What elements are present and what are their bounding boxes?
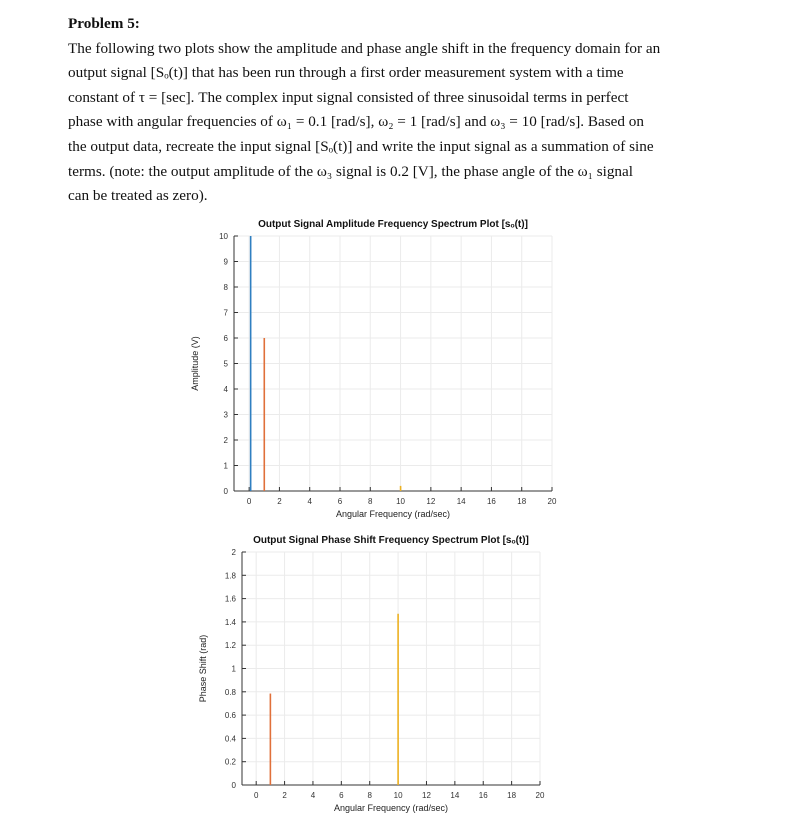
y-tick-label: 1	[223, 461, 228, 471]
y-tick-label: 2	[231, 548, 236, 557]
x-tick-label: 2	[277, 497, 282, 506]
x-tick-label: 20	[547, 497, 557, 506]
x-axis-label: Angular Frequency (rad/sec)	[333, 803, 449, 813]
y-tick-label: 0.2	[224, 757, 236, 767]
x-tick-label: 18	[517, 497, 527, 506]
x-tick-label: 16	[486, 497, 496, 506]
x-tick-label: 12	[426, 497, 436, 506]
x-tick-label: 16	[478, 791, 488, 800]
y-tick-label: 6	[223, 334, 228, 343]
x-tick-label: 18	[507, 791, 517, 800]
y-tick-label: 1.8	[224, 571, 236, 581]
y-tick-label: 4	[223, 385, 228, 394]
y-tick-label: 1.6	[224, 594, 236, 604]
y-tick-label: 0.8	[224, 687, 236, 697]
x-tick-label: 8	[368, 497, 373, 506]
problem-line-7: can be treated as zero).	[68, 187, 208, 205]
y-axis-label: Phase Shift (rad)	[198, 634, 208, 703]
y-tick-label: 1.2	[224, 641, 236, 651]
y-tick-label: 3	[223, 410, 228, 420]
x-tick-label: 4	[310, 791, 316, 800]
chart-title: Output Signal Amplitude Frequency Spectrum Plot [sₒ(t)]	[258, 219, 528, 230]
y-tick-label: 0.4	[224, 734, 236, 744]
y-tick-label: 10	[219, 232, 228, 241]
y-tick-label: 1.4	[224, 617, 236, 627]
x-tick-label: 12	[422, 791, 431, 800]
y-tick-label: 0	[231, 781, 236, 790]
x-tick-label: 0	[246, 497, 252, 506]
problem-line-6: terms. (note: the output amplitude of the ω₃ signal is 0.2 [V], the phase angle of the ω₁ signal	[68, 162, 633, 180]
x-tick-label: 14	[450, 791, 460, 800]
y-tick-label: 7	[223, 308, 228, 318]
problem-line-1: The following two plots show the amplitude and phase angle shift in the frequency domain for an	[68, 39, 661, 57]
y-tick-label: 0	[223, 487, 228, 496]
x-tick-label: 8	[367, 791, 372, 800]
x-tick-label: 0	[253, 791, 259, 800]
x-tick-label: 20	[535, 791, 545, 800]
y-tick-label: 1	[231, 664, 236, 674]
y-tick-label: 5	[223, 359, 228, 369]
problem-line-3: constant of τ = [sec]. The complex input signal consisted of three sinusoidal terms in perfect	[68, 88, 629, 106]
y-axis-label: Amplitude (V)	[190, 336, 200, 391]
x-tick-label: 6	[339, 791, 344, 800]
x-tick-label: 10	[396, 497, 406, 506]
x-tick-label: 2	[282, 791, 287, 800]
x-tick-label: 6	[337, 497, 343, 506]
problem-line-4: phase with angular frequencies of ω₁ = 0.1 [rad/s], ω₂ = 1 [rad/s] and ω₃ = 10 [rad/s]. Based on	[68, 113, 644, 131]
y-tick-label: 2	[223, 436, 228, 445]
y-tick-label: 8	[223, 283, 228, 292]
x-tick-label: 4	[307, 497, 312, 506]
chart-title: Output Signal Phase Shift Frequency Spectrum Plot [sₒ(t)]	[253, 535, 529, 546]
problem-line-5: the output data, recreate the input signal [Sₒ(t)] and write the input signal as a summation of sine	[68, 137, 654, 155]
x-tick-label: 14	[456, 497, 466, 506]
y-tick-label: 0.6	[224, 711, 236, 721]
problem-line-2: output signal [Sₒ(t)] that has been run through a first order measurement system with a time	[68, 64, 624, 82]
x-tick-label: 10	[393, 791, 403, 800]
x-axis-label: Angular Frequency (rad/sec)	[335, 509, 451, 519]
y-tick-label: 9	[223, 257, 228, 267]
problem-title: Problem 5:	[68, 15, 140, 32]
